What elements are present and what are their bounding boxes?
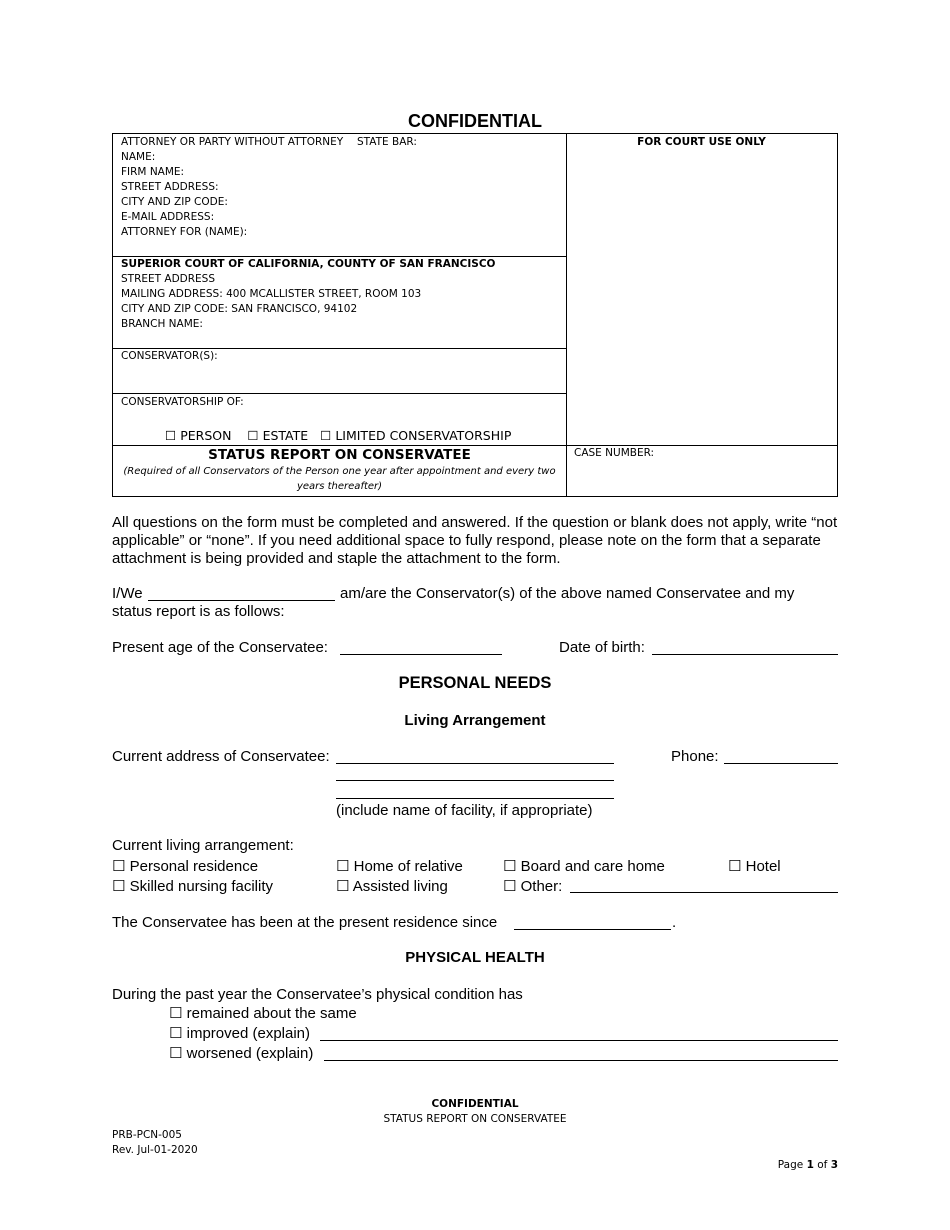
form-id: PRB-PCN-005 (112, 1129, 182, 1141)
email-label: E-MAIL ADDRESS: (121, 211, 215, 223)
document-title: CONFIDENTIAL (408, 111, 542, 131)
page-prefix: Page (777, 1159, 804, 1171)
other-arrangement-field[interactable] (570, 892, 838, 893)
address-field-line2[interactable] (336, 780, 614, 781)
hotel-checkbox[interactable] (728, 857, 781, 876)
checkbox-icon: ☐ (169, 1004, 183, 1022)
firm-name-label: FIRM NAME: (121, 166, 185, 178)
conservators-label: CONSERVATOR(S): (121, 350, 218, 362)
checkbox-icon: ☐ (247, 428, 259, 443)
report-note: (Required of all Conservators of the Person one year after appointment and every two years thereafter) (123, 466, 556, 492)
conservatorship-type-options (165, 428, 511, 443)
option-label: Board and care home (520, 858, 665, 875)
option-label: improved (explain) (186, 1025, 311, 1042)
footer-subtitle: STATUS REPORT ON CONSERVATEE (383, 1113, 567, 1125)
facility-note: (include name of facility, if appropriate) (336, 802, 593, 819)
court-name: SUPERIOR COURT OF CALIFORNIA, COUNTY OF SAN FRANCISCO (121, 258, 496, 270)
limited-checkbox[interactable] (320, 428, 511, 443)
personal-residence-checkbox[interactable] (112, 857, 258, 876)
instructions: All questions on the form must be completed and answered. If the question or blank does not apply, write “not applicable” or “none”. If you need additional space to fully respond, please note on the form that a separate attachment is being provided and staple the attachment to the form. (112, 514, 838, 567)
page-number: 1 (806, 1159, 814, 1171)
personal-needs-heading: PERSONAL NEEDS (398, 674, 552, 692)
address-label: Current address of Conservatee: (112, 748, 330, 765)
form-revision: Rev. Jul-01-2020 (112, 1144, 198, 1156)
court-use-label: FOR COURT USE ONLY (637, 136, 766, 148)
checkbox-icon: ☐ (503, 857, 517, 875)
physical-same-checkbox[interactable] (169, 1004, 357, 1023)
iwe-line2: status report is as follows: (112, 603, 285, 620)
address-field-line1[interactable] (336, 763, 614, 764)
conservator-name-field[interactable] (148, 600, 335, 601)
estate-checkbox[interactable] (247, 428, 308, 443)
physical-improved-checkbox[interactable] (169, 1024, 310, 1043)
branch-name-label: BRANCH NAME: (121, 318, 203, 330)
physical-health-heading: PHYSICAL HEALTH (405, 949, 545, 966)
address-field-line3[interactable] (336, 798, 614, 799)
option-label: Skilled nursing facility (129, 878, 274, 895)
dob-label: Date of birth: (559, 639, 645, 656)
checkbox-icon: ☐ (336, 877, 350, 895)
age-label: Present age of the Conservatee: (112, 639, 328, 656)
iwe-suffix: am/are the Conservator(s) of the above named Conservatee and my (340, 585, 795, 602)
page-indicator (778, 1158, 838, 1173)
page-total: 3 (830, 1159, 838, 1171)
option-label: Personal residence (129, 858, 259, 875)
iwe-prefix: I/We (112, 585, 143, 602)
residence-since-field[interactable] (514, 929, 671, 930)
page-of: of (817, 1159, 828, 1171)
residence-period: . (672, 914, 677, 931)
attorney-block (121, 135, 343, 240)
checkbox-icon: ☐ (336, 857, 350, 875)
attorney-label: ATTORNEY OR PARTY WITHOUT ATTORNEY (121, 136, 344, 148)
home-of-relative-checkbox[interactable] (336, 857, 463, 876)
report-title-block (113, 446, 566, 494)
option-label: worsened (explain) (186, 1045, 314, 1062)
caption-rule (113, 393, 566, 394)
assisted-living-checkbox[interactable] (336, 877, 448, 896)
court-street-label: STREET ADDRESS (121, 273, 216, 285)
court-mailing-address: MAILING ADDRESS: 400 MCALLISTER STREET, ROOM 103 (121, 288, 422, 300)
phone-label: Phone: (671, 748, 719, 765)
caption-divider (566, 134, 567, 496)
footer-confidential: CONFIDENTIAL (431, 1098, 519, 1110)
living-arrangement-heading: Living Arrangement (404, 712, 546, 729)
city-zip-label: CITY AND ZIP CODE: (121, 196, 228, 208)
checkbox-icon: ☐ (169, 1024, 183, 1042)
checkbox-icon: ☐ (320, 428, 332, 443)
court-city-zip: CITY AND ZIP CODE: SAN FRANCISCO, 94102 (121, 303, 358, 315)
limited-option-label: LIMITED CONSERVATORSHIP (335, 428, 512, 443)
person-checkbox[interactable] (165, 428, 231, 443)
option-label: remained about the same (186, 1005, 357, 1022)
board-and-care-checkbox[interactable] (503, 857, 665, 876)
conservatorship-of-label: CONSERVATORSHIP OF: (121, 396, 244, 408)
name-label: NAME: (121, 151, 156, 163)
attorney-for-label: ATTORNEY FOR (NAME): (121, 226, 248, 238)
option-label: Assisted living (352, 878, 448, 895)
physical-worsened-checkbox[interactable] (169, 1044, 313, 1063)
estate-option-label: ESTATE (262, 428, 309, 443)
option-label: Home of relative (353, 858, 463, 875)
improved-explain-field[interactable] (320, 1040, 838, 1041)
checkbox-icon: ☐ (169, 1044, 183, 1062)
residence-since-label: The Conservatee has been at the present residence since (112, 914, 498, 931)
court-block (121, 257, 495, 332)
option-label: Hotel (745, 858, 781, 875)
checkbox-icon: ☐ (165, 428, 177, 443)
worsened-explain-field[interactable] (324, 1060, 838, 1061)
physical-intro: During the past year the Conservatee’s physical condition has (112, 986, 523, 1003)
option-label: Other: (520, 878, 563, 895)
caption-box (112, 133, 838, 497)
state-bar-label: STATE BAR: (357, 136, 417, 148)
other-checkbox[interactable] (503, 877, 562, 896)
case-number-label: CASE NUMBER: (574, 447, 655, 459)
dob-field[interactable] (652, 654, 838, 655)
skilled-nursing-checkbox[interactable] (112, 877, 273, 896)
age-field[interactable] (340, 654, 502, 655)
report-title: STATUS REPORT ON CONSERVATEE (208, 447, 471, 463)
street-address-label: STREET ADDRESS: (121, 181, 219, 193)
current-living-label: Current living arrangement: (112, 837, 294, 854)
checkbox-icon: ☐ (503, 877, 517, 895)
checkbox-icon: ☐ (112, 877, 126, 895)
phone-field[interactable] (724, 763, 838, 764)
person-option-label: PERSON (180, 428, 232, 443)
checkbox-icon: ☐ (728, 857, 742, 875)
checkbox-icon: ☐ (112, 857, 126, 875)
